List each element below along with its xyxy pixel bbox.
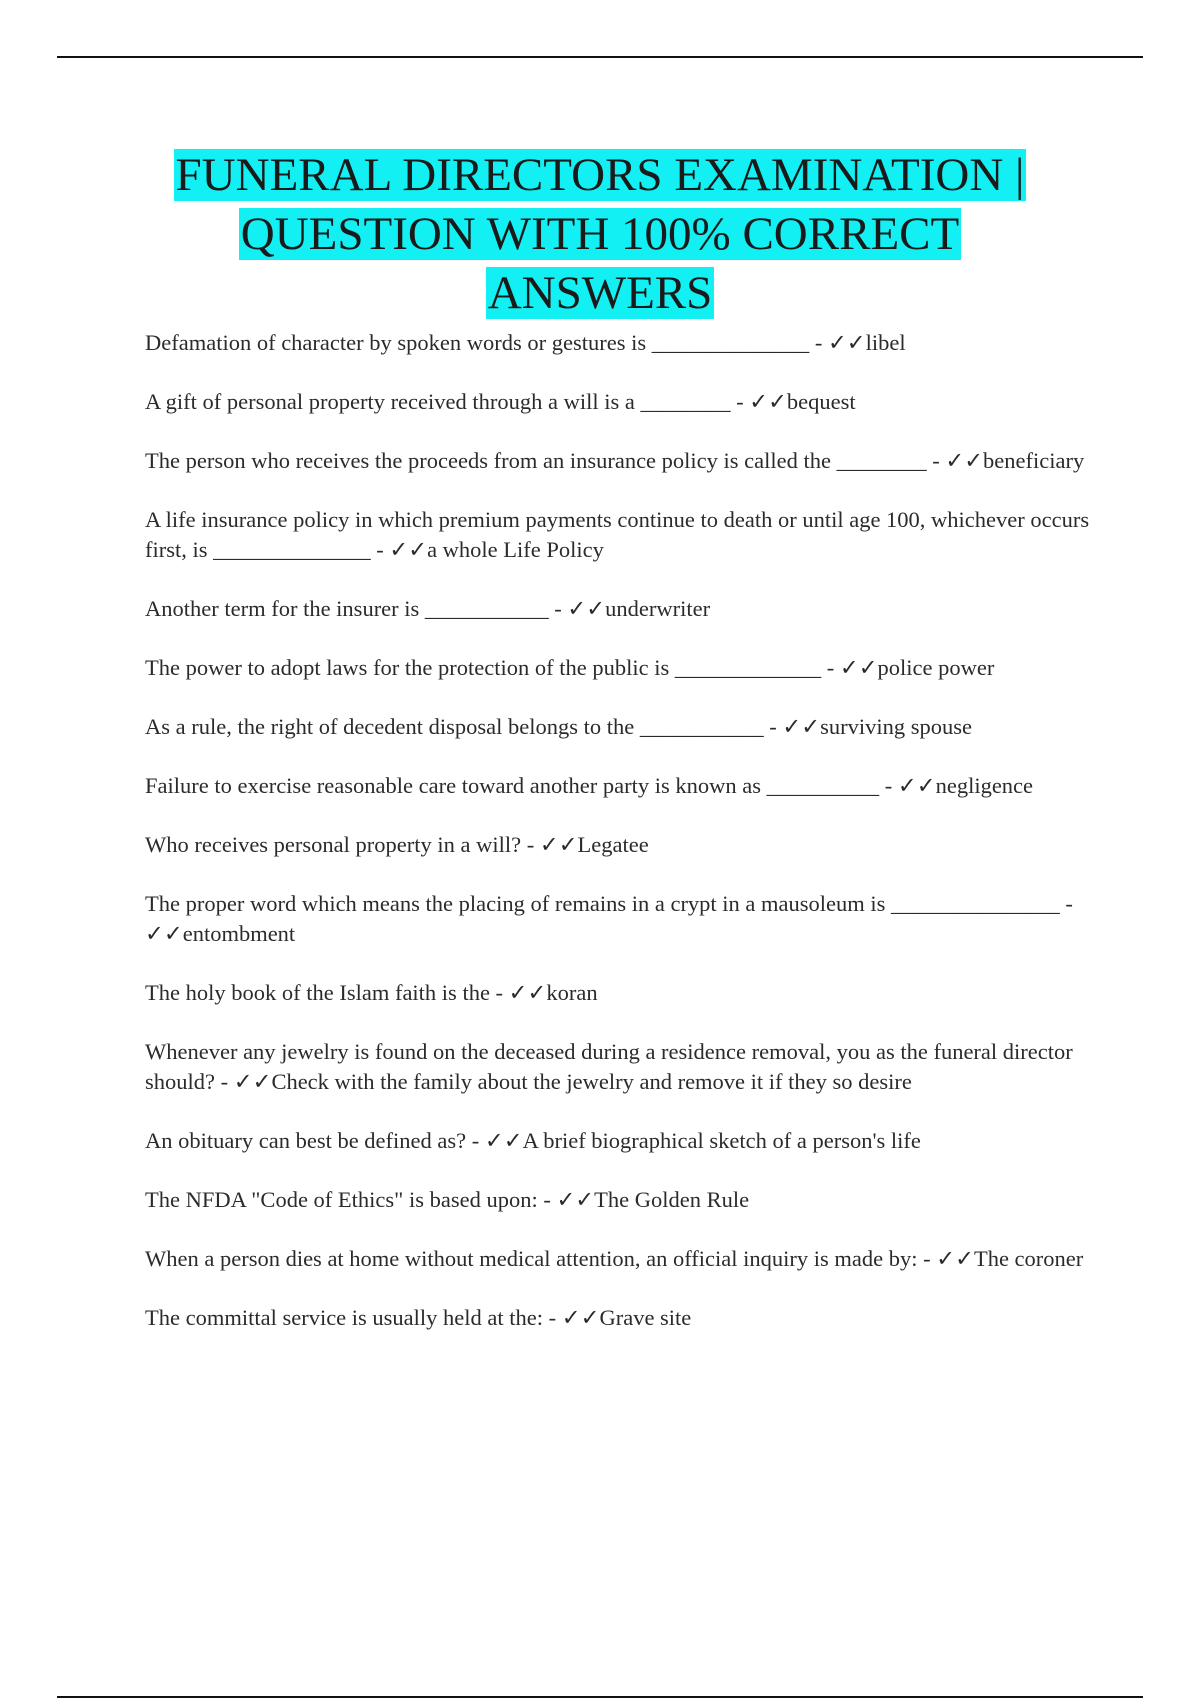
- qa-item: Who receives personal property in a will? - ✓✓Legatee: [145, 832, 649, 857]
- qa-item: Failure to exercise reasonable care toward another party is known as __________ - ✓✓negligence: [145, 773, 1034, 798]
- title-line-2: QUESTION WITH 100% CORRECT: [240, 208, 960, 260]
- qa-item: When a person dies at home without medical attention, an official inquiry is made by: - ✓✓The coroner: [145, 1246, 1084, 1271]
- qa-item: Another term for the insurer is ___________ - ✓✓underwriter: [145, 596, 711, 621]
- qa-item: Defamation of character by spoken words or gestures is ______________ - ✓✓libel: [145, 330, 906, 355]
- qa-item: The holy book of the Islam faith is the - ✓✓koran: [145, 980, 598, 1005]
- question-answer-list: [145, 328, 1090, 1362]
- qa-item: The power to adopt laws for the protection of the public is _____________ - ✓✓police power: [145, 655, 995, 680]
- qa-item: As a rule, the right of decedent disposal belongs to the ___________ - ✓✓surviving spouse: [145, 714, 972, 739]
- qa-item: The committal service is usually held at the: - ✓✓Grave site: [145, 1305, 692, 1330]
- document-title: [100, 146, 1100, 323]
- qa-item: The NFDA "Code of Ethics" is based upon: - ✓✓The Golden Rule: [145, 1187, 750, 1212]
- title-line-1: FUNERAL DIRECTORS EXAMINATION |: [175, 149, 1025, 201]
- title-line-3: ANSWERS: [487, 267, 713, 319]
- top-rule: [57, 56, 1143, 58]
- qa-item: A gift of personal property received through a will is a ________ - ✓✓bequest: [145, 389, 856, 414]
- bottom-rule: [57, 1696, 1143, 1698]
- qa-item: The proper word which means the placing of remains in a crypt in a mausoleum is _______________ - ✓✓entombment: [145, 891, 1073, 946]
- qa-item: The person who receives the proceeds from an insurance policy is called the ________ - ✓✓beneficiary: [145, 448, 1085, 473]
- qa-item: An obituary can best be defined as? - ✓✓A brief biographical sketch of a person's life: [145, 1128, 921, 1153]
- qa-item: A life insurance policy in which premium payments continue to death or until age 100, whichever occurs first, is ______________ - ✓✓a whole Life Policy: [145, 507, 1090, 562]
- qa-item: Whenever any jewelry is found on the deceased during a residence removal, you as the funeral director should? - ✓✓Check with the family about the jewelry and remove it if they so desire: [145, 1039, 1073, 1094]
